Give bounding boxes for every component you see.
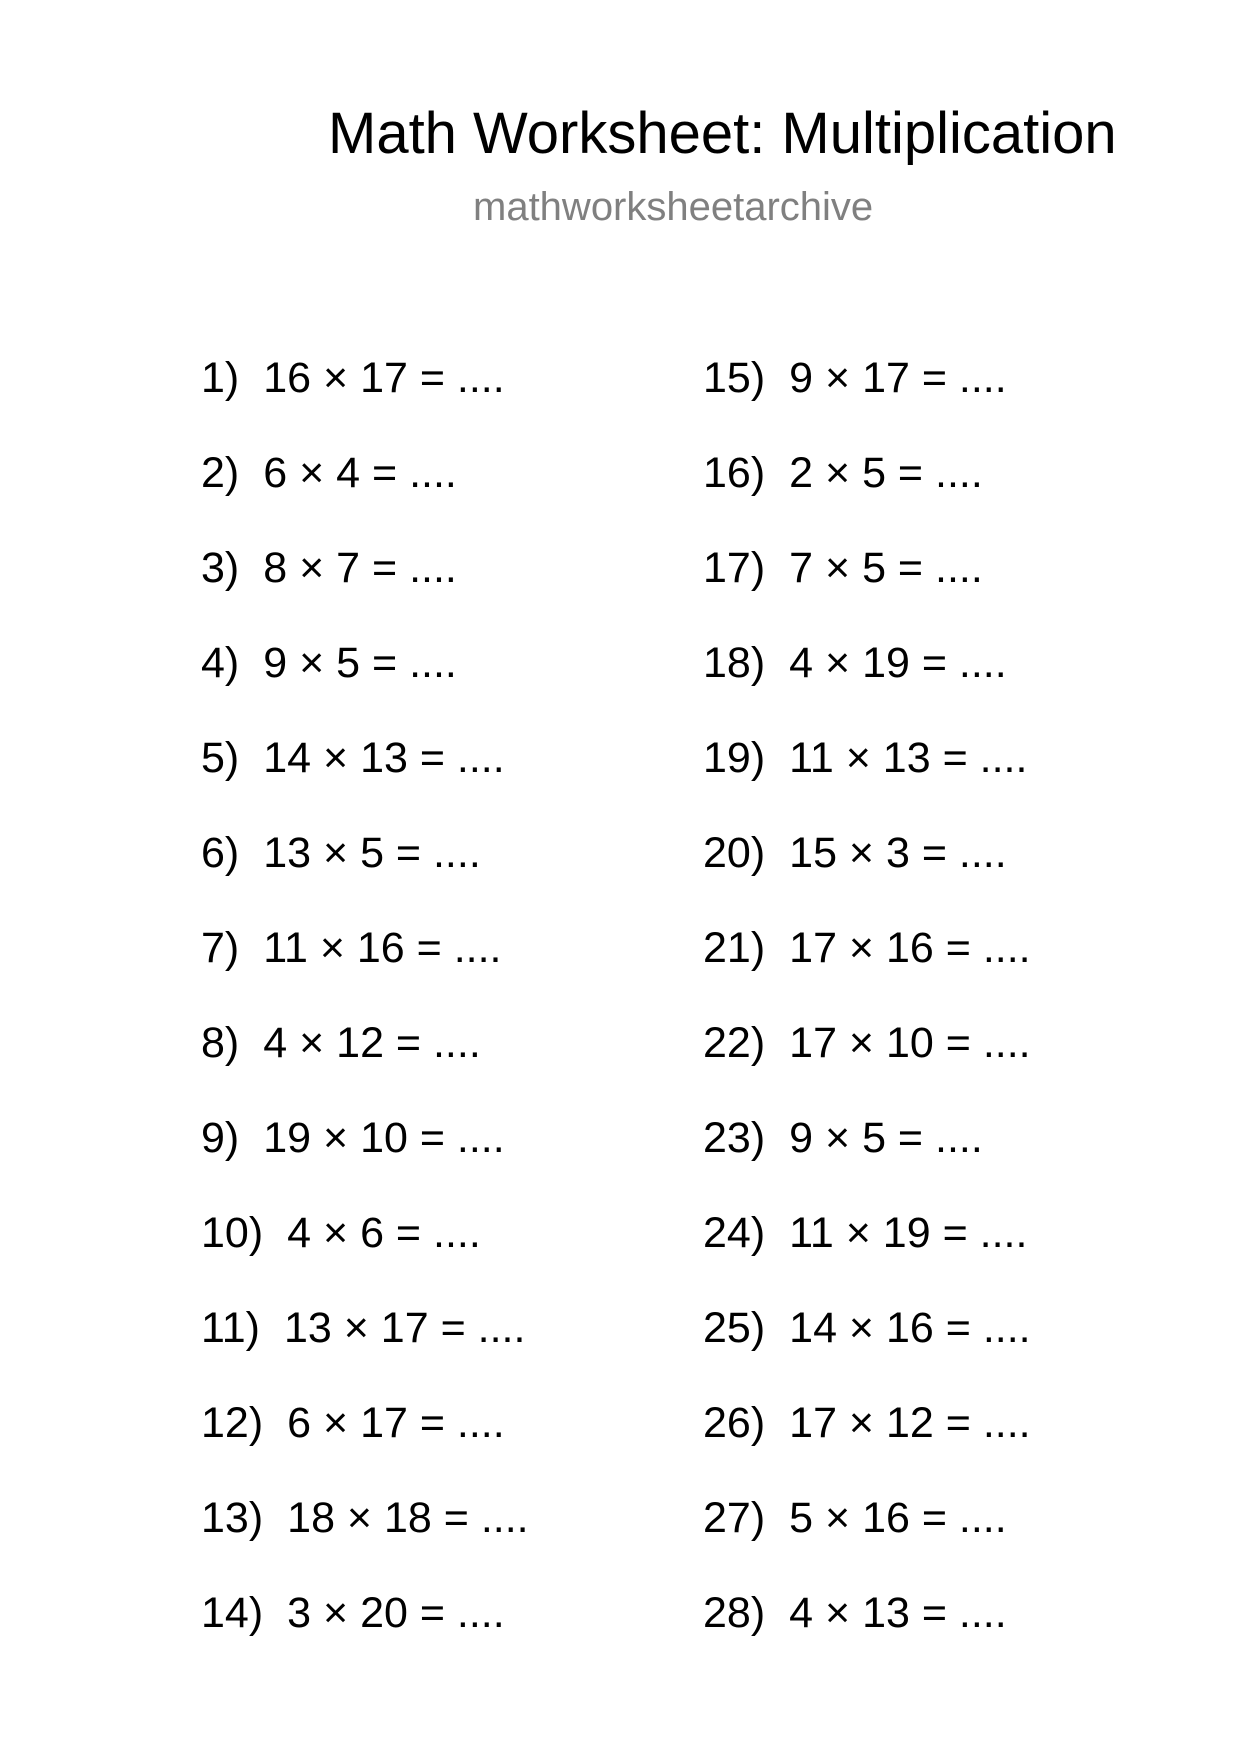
problem-item xyxy=(703,542,1031,637)
problem-expression: 2 × 5 = .... xyxy=(789,449,983,497)
problem-item xyxy=(201,1587,529,1682)
problem-expression: 14 × 16 = .... xyxy=(789,1304,1031,1352)
problem-item xyxy=(201,637,529,732)
problem-number: 1) xyxy=(201,354,240,402)
problem-number: 2) xyxy=(201,449,240,497)
problem-expression: 17 × 10 = .... xyxy=(789,1019,1031,1067)
problem-item xyxy=(201,352,529,447)
problem-expression: 18 × 18 = .... xyxy=(287,1494,529,1542)
problem-item xyxy=(703,1397,1031,1492)
problem-expression: 8 × 7 = .... xyxy=(263,544,457,592)
problem-item xyxy=(201,922,529,1017)
problem-number: 7) xyxy=(201,924,240,972)
problem-number: 4) xyxy=(201,639,240,687)
problem-number: 8) xyxy=(201,1019,240,1067)
problem-number: 13) xyxy=(201,1494,264,1542)
problem-number: 21) xyxy=(703,924,766,972)
problem-number: 11) xyxy=(201,1304,260,1352)
problem-number: 15) xyxy=(703,354,766,402)
problem-item xyxy=(703,1587,1031,1682)
problem-number: 18) xyxy=(703,639,766,687)
problem-column-left xyxy=(201,352,529,1682)
problem-number: 28) xyxy=(703,1589,766,1637)
problem-number: 9) xyxy=(201,1114,240,1162)
problem-item xyxy=(201,447,529,542)
problem-expression: 15 × 3 = .... xyxy=(789,829,1007,877)
problem-expression: 16 × 17 = .... xyxy=(263,354,505,402)
problem-item xyxy=(201,827,529,922)
problem-item xyxy=(703,1492,1031,1587)
problem-column-right xyxy=(703,352,1031,1682)
problem-number: 12) xyxy=(201,1399,264,1447)
problem-number: 20) xyxy=(703,829,766,877)
problem-item xyxy=(201,1492,529,1587)
problem-expression: 9 × 17 = .... xyxy=(789,354,1007,402)
problem-expression: 13 × 17 = .... xyxy=(283,1304,526,1352)
problem-item xyxy=(201,1397,529,1492)
problem-expression: 4 × 6 = .... xyxy=(287,1209,481,1257)
problem-number: 22) xyxy=(703,1019,766,1067)
problem-number: 16) xyxy=(703,449,766,497)
problem-expression: 11 × 16 = .... xyxy=(263,924,502,972)
problem-number: 19) xyxy=(703,734,766,782)
problem-number: 27) xyxy=(703,1494,766,1542)
problem-item xyxy=(201,1302,529,1397)
problem-expression: 13 × 5 = .... xyxy=(263,829,481,877)
problem-number: 6) xyxy=(201,829,240,877)
problem-item xyxy=(703,1207,1031,1302)
problem-item xyxy=(703,1017,1031,1112)
problem-item xyxy=(201,542,529,637)
problem-expression: 4 × 19 = .... xyxy=(789,639,1007,687)
problem-number: 5) xyxy=(201,734,240,782)
problem-expression: 5 × 16 = .... xyxy=(789,1494,1007,1542)
problem-expression: 11 × 19 = .... xyxy=(789,1209,1028,1257)
problem-item xyxy=(703,1302,1031,1397)
worksheet-title: Math Worksheet: Multiplication xyxy=(328,101,1117,166)
problem-expression: 6 × 17 = .... xyxy=(287,1399,505,1447)
problem-item xyxy=(201,732,529,827)
problem-number: 23) xyxy=(703,1114,766,1162)
problem-expression: 4 × 13 = .... xyxy=(789,1589,1007,1637)
problem-item xyxy=(703,922,1031,1017)
problem-expression: 17 × 16 = .... xyxy=(789,924,1031,972)
problem-expression: 17 × 12 = .... xyxy=(789,1399,1031,1447)
problem-item xyxy=(201,1017,529,1112)
problem-expression: 19 × 10 = .... xyxy=(263,1114,505,1162)
problem-number: 25) xyxy=(703,1304,766,1352)
problem-item xyxy=(201,1207,529,1302)
problem-expression: 9 × 5 = .... xyxy=(263,639,457,687)
problem-item xyxy=(703,447,1031,542)
problem-number: 14) xyxy=(201,1589,264,1637)
problem-item xyxy=(703,637,1031,732)
problem-number: 17) xyxy=(703,544,766,592)
problem-expression: 6 × 4 = .... xyxy=(263,449,457,497)
problem-number: 3) xyxy=(201,544,240,592)
problem-expression: 9 × 5 = .... xyxy=(789,1114,983,1162)
problem-item xyxy=(703,1112,1031,1207)
problem-number: 24) xyxy=(703,1209,766,1257)
worksheet-subtitle: mathworksheetarchive xyxy=(473,185,874,229)
problem-expression: 3 × 20 = .... xyxy=(287,1589,505,1637)
problem-item xyxy=(201,1112,529,1207)
problem-item xyxy=(703,352,1031,447)
problem-item xyxy=(703,732,1031,827)
problem-number: 26) xyxy=(703,1399,766,1447)
problem-number: 10) xyxy=(201,1209,264,1257)
problem-expression: 14 × 13 = .... xyxy=(263,734,505,782)
problem-expression: 4 × 12 = .... xyxy=(263,1019,481,1067)
problem-expression: 7 × 5 = .... xyxy=(789,544,983,592)
problem-item xyxy=(703,827,1031,922)
problem-expression: 11 × 13 = .... xyxy=(789,734,1028,782)
